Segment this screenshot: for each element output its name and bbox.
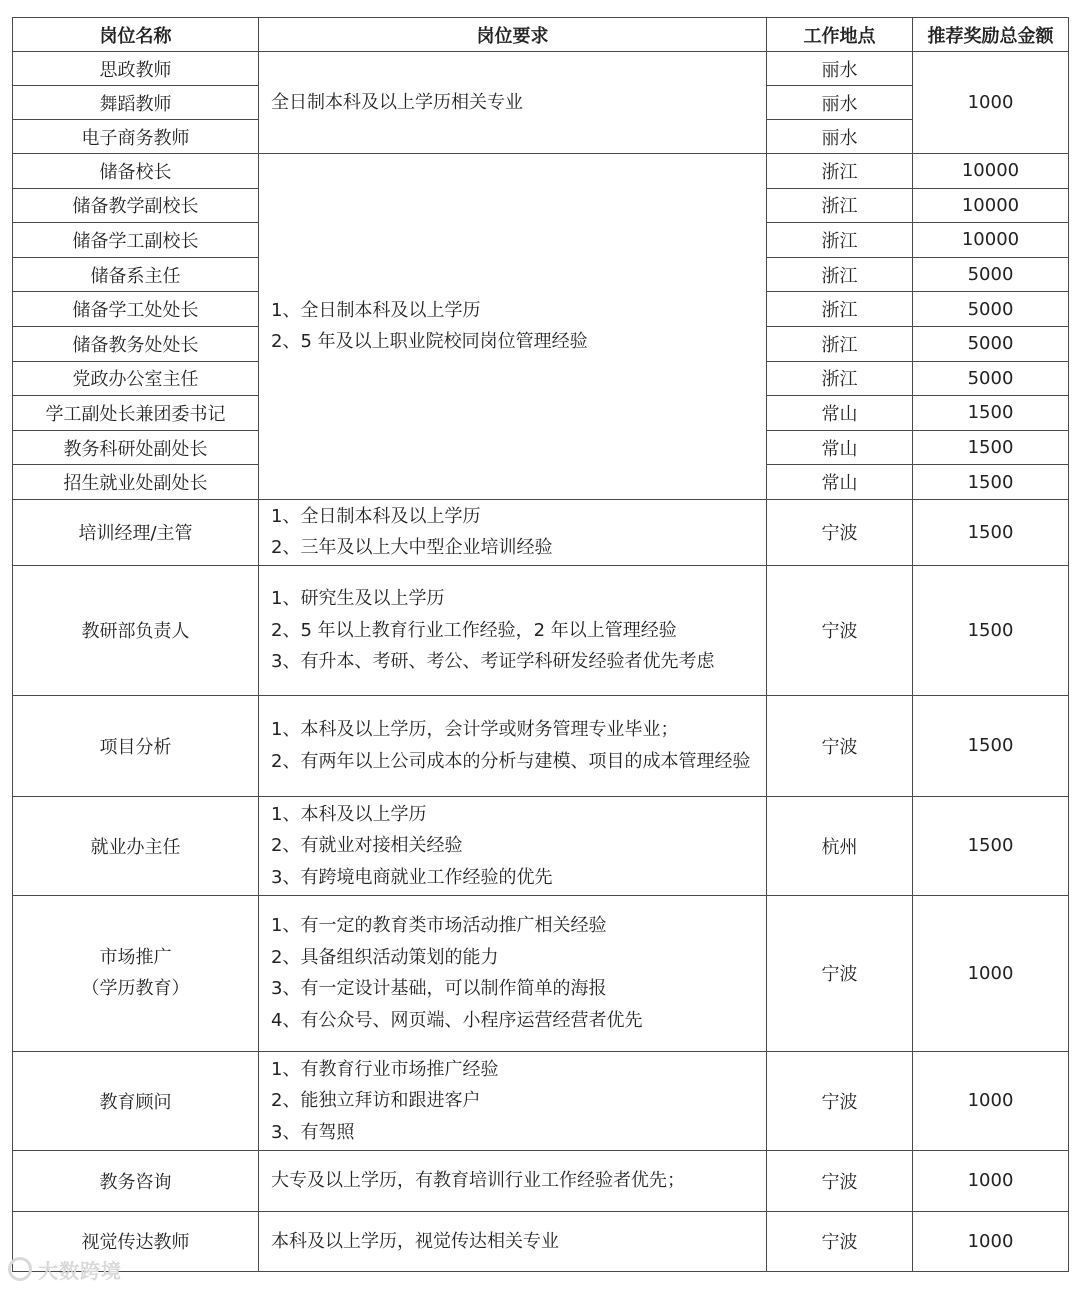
position-name: 舞蹈教师 — [13, 86, 259, 120]
requirement-line: 1、有教育行业市场推广经验 — [271, 1058, 499, 1080]
reward: 1000 — [913, 52, 1069, 154]
table-row — [13, 499, 1069, 565]
requirement-line: 1、全日制本科及以上学历 — [271, 505, 481, 527]
header-reward: 推荐奖励总金额 — [913, 18, 1069, 52]
location: 浙江 — [767, 188, 913, 223]
requirement-line: 1、研究生及以上学历 — [271, 588, 445, 610]
requirement-line: 大专及以上学历，有教育培训行业工作经验者优先； — [271, 1170, 685, 1192]
reward: 5000 — [913, 326, 1069, 361]
table-row — [13, 154, 1069, 189]
reward: 1500 — [913, 796, 1069, 895]
table-row — [13, 695, 1069, 796]
table-row — [13, 895, 1069, 1051]
requirement-line: 1、有一定的教育类市场活动推广相关经验 — [271, 915, 607, 937]
table-row — [13, 796, 1069, 895]
table-row — [13, 1051, 1069, 1150]
location: 浙江 — [767, 257, 913, 292]
header-position-name: 岗位名称 — [13, 18, 259, 52]
position-name: 教务科研处副处长 — [13, 430, 259, 465]
position-name: 学工副处长兼团委书记 — [13, 396, 259, 431]
location: 常山 — [767, 430, 913, 465]
reward: 1500 — [913, 565, 1069, 695]
requirement-line: 3、有驾照 — [271, 1121, 355, 1143]
header-location: 工作地点 — [767, 18, 913, 52]
table-row — [13, 52, 1069, 86]
table-row — [13, 1211, 1069, 1271]
reward: 1500 — [913, 499, 1069, 565]
reward: 1000 — [913, 895, 1069, 1051]
position-name: 视觉传达教师 — [13, 1211, 259, 1271]
table-row — [13, 565, 1069, 695]
location: 丽水 — [767, 120, 913, 154]
position-name: 储备校长 — [13, 154, 259, 189]
position-name: 培训经理/主管 — [13, 499, 259, 565]
location: 浙江 — [767, 292, 913, 327]
reward: 10000 — [913, 154, 1069, 189]
location: 宁波 — [767, 1211, 913, 1271]
requirement-line: 2、三年及以上大中型企业培训经验 — [271, 537, 553, 559]
requirements — [259, 154, 767, 500]
requirement-line: 1、本科及以上学历，会计学或财务管理专业毕业； — [271, 719, 679, 741]
reward: 1000 — [913, 1150, 1069, 1211]
position-name: 电子商务教师 — [13, 120, 259, 154]
reward: 1500 — [913, 695, 1069, 796]
position-name: 储备系主任 — [13, 257, 259, 292]
location: 浙江 — [767, 361, 913, 396]
requirements — [259, 695, 767, 796]
requirement-line: 2、有两年以上公司成本的分析与建模、项目的成本管理经验 — [271, 750, 751, 772]
requirement-line: 2、有就业对接相关经验 — [271, 835, 463, 857]
watermark-text: 大数跨境 — [38, 1259, 122, 1283]
requirement-line: 全日制本科及以上学历相关专业 — [271, 91, 523, 113]
requirements — [259, 895, 767, 1051]
position-name: 储备教学副校长 — [13, 188, 259, 223]
location: 浙江 — [767, 326, 913, 361]
requirements — [259, 1051, 767, 1150]
reward: 10000 — [913, 188, 1069, 223]
position-name: 教育顾问 — [13, 1051, 259, 1150]
requirement-line: 3、有跨境电商就业工作经验的优先 — [271, 866, 553, 888]
reward: 1000 — [913, 1051, 1069, 1150]
location: 浙江 — [767, 154, 913, 189]
reward: 1500 — [913, 396, 1069, 431]
requirements — [259, 796, 767, 895]
reward: 1500 — [913, 465, 1069, 500]
location: 宁波 — [767, 1150, 913, 1211]
position-name: 教务咨询 — [13, 1150, 259, 1211]
reward: 5000 — [913, 257, 1069, 292]
location: 宁波 — [767, 499, 913, 565]
location: 常山 — [767, 465, 913, 500]
requirements — [259, 565, 767, 695]
position-name: 党政办公室主任 — [13, 361, 259, 396]
job-table — [12, 17, 1069, 1272]
location: 宁波 — [767, 895, 913, 1051]
requirement-line: 2、能独立拜访和跟进客户 — [271, 1090, 481, 1112]
reward: 1500 — [913, 430, 1069, 465]
position-name: 教研部负责人 — [13, 565, 259, 695]
header-requirements: 岗位要求 — [259, 18, 767, 52]
reward: 5000 — [913, 292, 1069, 327]
watermark — [8, 1255, 122, 1284]
reward: 10000 — [913, 223, 1069, 258]
location: 宁波 — [767, 565, 913, 695]
requirements — [259, 499, 767, 565]
requirement-line: 3、有升本、考研、考公、考证学科研发经验者优先考虑 — [271, 651, 715, 673]
requirement-line: 本科及以上学历，视觉传达相关专业 — [271, 1230, 559, 1252]
location: 常山 — [767, 396, 913, 431]
position-name: 储备学工处处长 — [13, 292, 259, 327]
watermark-logo-icon — [8, 1257, 32, 1281]
requirement-line: 2、5 年以上教育行业工作经验，2 年以上管理经验 — [271, 619, 677, 641]
header-row — [13, 18, 1069, 52]
location: 丽水 — [767, 52, 913, 86]
location: 杭州 — [767, 796, 913, 895]
reward: 1000 — [913, 1211, 1069, 1271]
requirement-line: 3、有一定设计基础，可以制作简单的海报 — [271, 978, 607, 1000]
requirement-line: 1、本科及以上学历 — [271, 803, 427, 825]
table-row — [13, 1150, 1069, 1211]
reward: 5000 — [913, 361, 1069, 396]
location: 浙江 — [767, 223, 913, 258]
position-name-line: 市场推广 — [99, 946, 172, 968]
location: 宁波 — [767, 695, 913, 796]
position-name: 思政教师 — [13, 52, 259, 86]
requirement-line: 1、全日制本科及以上学历 — [271, 299, 481, 321]
position-name: 储备教务处处长 — [13, 326, 259, 361]
requirements — [259, 1150, 767, 1211]
position-name: 就业办主任 — [13, 796, 259, 895]
position-name — [13, 895, 259, 1051]
location: 丽水 — [767, 86, 913, 120]
position-name: 招生就业处副处长 — [13, 465, 259, 500]
requirement-line: 4、有公众号、网页端、小程序运营经营者优先 — [271, 1009, 643, 1031]
requirements — [259, 1211, 767, 1271]
requirement-line: 2、具备组织活动策划的能力 — [271, 946, 499, 968]
position-name: 项目分析 — [13, 695, 259, 796]
location: 宁波 — [767, 1051, 913, 1150]
position-name-subtitle: （学历教育） — [81, 978, 190, 1000]
position-name: 储备学工副校长 — [13, 223, 259, 258]
requirements — [259, 52, 767, 154]
requirement-line: 2、5 年及以上职业院校同岗位管理经验 — [271, 331, 588, 353]
